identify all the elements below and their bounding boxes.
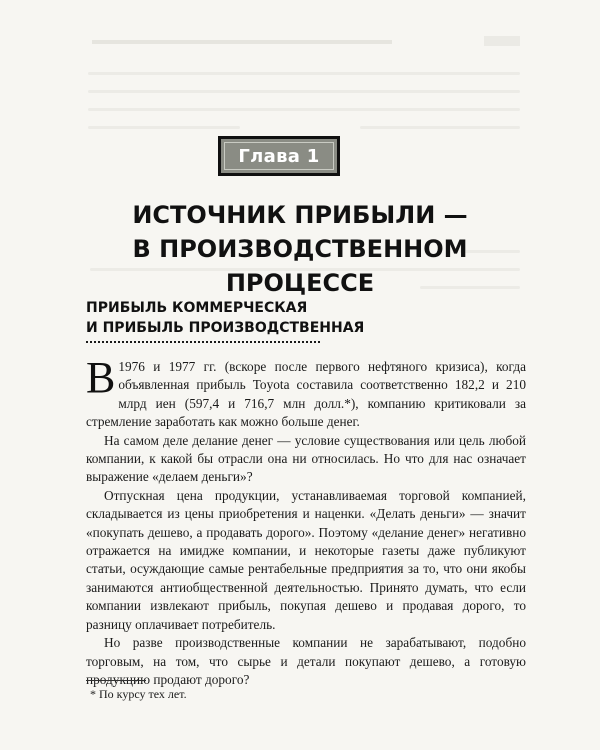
chapter-badge (218, 136, 340, 176)
chapter-label: Глава 1 (238, 145, 320, 167)
chapter-title-line-1: ИСТОЧНИК ПРИБЫЛИ — (132, 201, 468, 229)
paragraph-1 (86, 353, 526, 432)
section-dotted-rule (86, 341, 320, 343)
footnote-divider (86, 680, 146, 681)
show-through-line (360, 126, 520, 129)
footnote: * По курсу тех лет. (90, 687, 187, 701)
chapter-title-line-2: В ПРОИЗВОДСТВЕННОМ ПРОЦЕССЕ (132, 235, 468, 297)
show-through-line (88, 90, 520, 93)
show-through-header (92, 40, 392, 44)
chapter-title (60, 198, 540, 300)
body-text (86, 353, 526, 689)
show-through-line (88, 126, 240, 129)
section-heading (86, 298, 386, 338)
show-through-line (88, 72, 520, 75)
paragraph-1-text: 1976 и 1977 гг. (вскоре после первого нефтяного кризиса), когда объявленная прибыль Toyota составила соответственно 182,2 и 210 млрд иен (597,4 и 716,7 млн долл.*), компанию критиковали за стремление заработать как можно больше денег. (86, 359, 526, 430)
show-through-page-number (484, 36, 520, 46)
paragraph-4: Но разве производственные компании не зарабатывают, подобно торговым, на том, что сырье и детали покупают дешево, а готовую продукцию продают дорого? (86, 635, 526, 687)
section-heading-line-1: ПРИБЫЛЬ КОММЕРЧЕСКАЯ (86, 300, 308, 316)
show-through-line (88, 108, 520, 111)
drop-cap: В (86, 353, 116, 402)
paragraph-2: На самом деле делание денег — условие существования или цель любой компании, к какой бы отрасли она ни относилась. Но что для нас означает выражение «делаем деньги»? (86, 432, 526, 485)
paragraph-3: Отпускная цена продукции, устанавливаемая торговой компанией, складывается из цены приобретения и наценки. «Делать деньги» — значит «покупать дешево, а продавать дорого». Поэтому «делание денег» негативно отражается на имидже компании, и некоторые газеты даже публикуют статьи, осуждающие самые рентабельные предприятия за то, что они якобы занимаются антиобщественной деятельностью. Принято думать, что если компании извлекают прибыль, покупая дешево и продавая дорого, то разницу оплачивает потребитель. (86, 487, 526, 632)
section-heading-line-2: И ПРИБЫЛЬ ПРОИЗВОДСТВЕННАЯ (86, 320, 365, 336)
